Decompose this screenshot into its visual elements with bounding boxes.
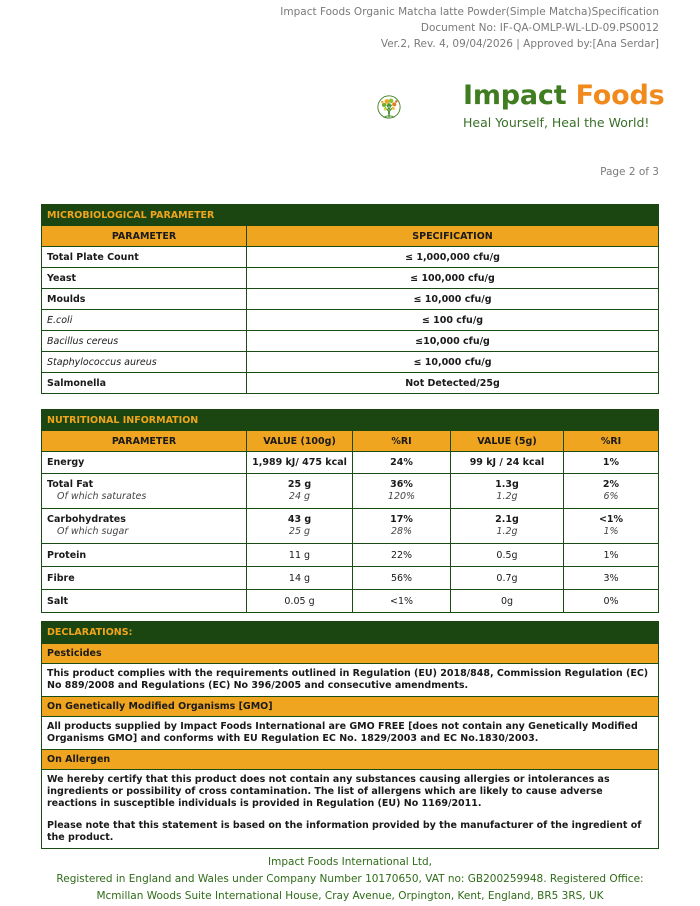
value-cell: <1%: [598, 514, 624, 525]
spec-cell: ≤ 10,000 cfu/g: [247, 289, 659, 310]
param-cell: Total Plate Count: [42, 247, 247, 268]
sub-value-cell: 6%: [603, 491, 619, 502]
value-cell: 0.05 g: [247, 590, 353, 613]
brand-name-part1: Impact: [463, 80, 567, 111]
spec-cell: ≤ 1,000,000 cfu/g: [247, 247, 659, 268]
value-cell: 25 g: [287, 479, 312, 490]
sub-value-cell: 1%: [603, 526, 619, 537]
nutrition-table: [41, 409, 659, 613]
param-cell: Salmonella: [42, 373, 247, 394]
section-title: NUTRITIONAL INFORMATION: [42, 410, 659, 431]
table-row: [42, 474, 659, 509]
column-header: VALUE (5g): [451, 431, 564, 452]
value-cell: 1,989 kJ/ 475 kcal: [247, 452, 353, 474]
value-cell: 43 g: [287, 514, 312, 525]
footer-registration: Registered in England and Wales under Company Number 10170650, VAT no: GB200259948. Registered Office:: [56, 873, 644, 885]
page-number: Page 2 of 3: [600, 166, 659, 178]
document-footer: [0, 854, 700, 905]
sub-value-cell: 25 g: [288, 526, 311, 537]
value-cell: 3%: [564, 567, 659, 590]
value-cell: 22%: [353, 544, 451, 567]
sub-value-cell: 1.2g: [496, 491, 518, 502]
sub-value-cell: 24 g: [288, 491, 311, 502]
column-header: SPECIFICATION: [247, 226, 659, 247]
value-cell: 14 g: [247, 567, 353, 590]
spec-cell: ≤ 10,000 cfu/g: [247, 352, 659, 373]
param-cell: Yeast: [42, 268, 247, 289]
section-title: MICROBIOLOGICAL PARAMETER: [42, 205, 659, 226]
table-row: [42, 331, 659, 352]
param-cell: Total Fat: [47, 479, 94, 490]
param-cell: Protein: [42, 544, 247, 567]
param-cell: Fibre: [42, 567, 247, 590]
table-row: [42, 567, 659, 590]
value-cell: 56%: [353, 567, 451, 590]
table-row: [42, 352, 659, 373]
footer-company: Impact Foods International Ltd,: [268, 856, 432, 868]
spec-cell: ≤ 100,000 cfu/g: [247, 268, 659, 289]
param-cell: Energy: [42, 452, 247, 474]
pesticides-heading: Pesticides: [42, 644, 659, 664]
column-header: VALUE (100g): [247, 431, 353, 452]
value-cell: 0.5g: [451, 544, 564, 567]
brand-tagline: Heal Yourself, Heal the World!: [463, 115, 650, 130]
table-row: [42, 268, 659, 289]
table-row: [42, 289, 659, 310]
document-number: Document No: IF-QA-OMLP-WL-LD-09.PS0012: [420, 22, 659, 35]
table-row: [42, 509, 659, 544]
param-cell: Moulds: [42, 289, 247, 310]
value-cell: 11 g: [247, 544, 353, 567]
param-cell: Bacillus cereus: [42, 331, 247, 352]
allergen-heading: On Allergen: [42, 750, 659, 770]
column-header: PARAMETER: [42, 226, 247, 247]
column-header: %RI: [353, 431, 451, 452]
sub-value-cell: 120%: [387, 491, 416, 502]
value-cell: 0%: [564, 590, 659, 613]
param-cell: E.coli: [42, 310, 247, 331]
value-cell: 36%: [390, 479, 413, 490]
pesticides-text: This product complies with the requirements outlined in Regulation (EU) 2018/848, Commission Regulation (EC) No 889/2008 and Regulations (EC) No 396/2005 and consecutive amendments.: [42, 664, 659, 697]
table-row: [42, 590, 659, 613]
param-cell: Salt: [42, 590, 247, 613]
allergen-note: Please note that this statement is based on the information provided by the manufacturer of the ingredient of the product.: [47, 820, 642, 843]
value-cell: 2.1g: [495, 514, 519, 525]
document-title: Impact Foods Organic Matcha latte Powder(Simple Matcha)Specification: [280, 6, 659, 18]
param-cell: Carbohydrates: [47, 514, 126, 525]
document-version: Ver.2, Rev. 4, 09/04/2026 | Approved by:[Ana Serdar]: [380, 38, 659, 51]
value-cell: 99 kJ / 24 kcal: [451, 452, 564, 474]
footer-address: Mcmillan Woods Suite International House, Cray Avenue, Orpington, Kent, England, BR5 3RS, UK: [96, 890, 604, 902]
table-row: [42, 544, 659, 567]
brand-name: [463, 81, 665, 111]
spec-cell: ≤10,000 cfu/g: [247, 331, 659, 352]
value-cell: 1.3g: [495, 479, 519, 490]
value-cell: <1%: [353, 590, 451, 613]
value-cell: 24%: [353, 452, 451, 474]
sub-param-cell: Of which sugar: [57, 526, 129, 537]
table-row: [42, 452, 659, 474]
value-cell: 0.7g: [451, 567, 564, 590]
spec-cell: Not Detected/25g: [247, 373, 659, 394]
value-cell: 1%: [564, 452, 659, 474]
param-cell: Staphylococcus aureus: [42, 352, 247, 373]
table-row: [42, 247, 659, 268]
value-cell: 2%: [602, 479, 620, 490]
sub-param-cell: Of which saturates: [57, 491, 147, 502]
gmo-heading: On Genetically Modified Organisms [GMO]: [42, 697, 659, 717]
document-header: [280, 4, 659, 53]
allergen-text: We hereby certify that this product does not contain any substances causing allergies or intolerances as ingredients or possibility of cross contamination. The list of allergens which are likely to cause adverse reactions in susceptible individuals is provided in Regulation (EU) No 1169/2011.: [47, 774, 610, 809]
section-title: DECLARATIONS:: [42, 622, 659, 644]
value-cell: 0g: [451, 590, 564, 613]
gmo-text: All products supplied by Impact Foods International are GMO FREE [does not contain any Genetically Modified Organisms GMO] and conforms with EU Regulation EC No. 1829/2003 and EC No.1830/2003.: [42, 717, 659, 750]
microbiological-table: [41, 204, 659, 394]
spec-cell: ≤ 100 cfu/g: [247, 310, 659, 331]
value-cell: 1%: [564, 544, 659, 567]
column-header: %RI: [564, 431, 659, 452]
value-cell: 17%: [390, 514, 413, 525]
tree-icon: [377, 62, 459, 152]
column-header: PARAMETER: [42, 431, 247, 452]
table-row: [42, 373, 659, 394]
sub-value-cell: 1.2g: [496, 526, 518, 537]
declarations-table: [41, 621, 659, 849]
brand-name-part2: Foods: [575, 80, 665, 111]
sub-value-cell: 28%: [390, 526, 413, 537]
table-row: [42, 310, 659, 331]
